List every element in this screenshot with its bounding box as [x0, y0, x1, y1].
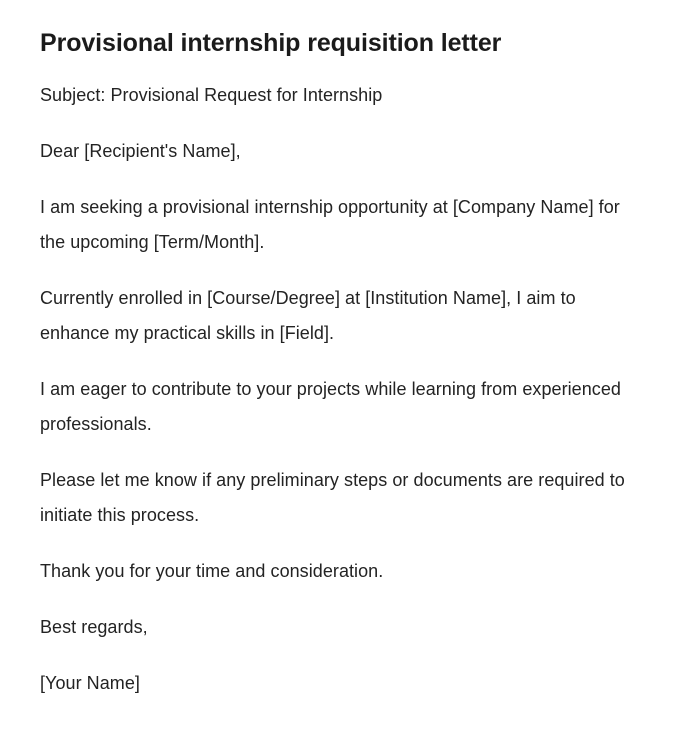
paragraph-next-steps: Please let me know if any preliminary steps or documents are required to initiate this process. [40, 470, 625, 525]
paragraph-signature: [Your Name] [40, 673, 140, 693]
paragraph-closing: Best regards, [40, 617, 148, 637]
page-title: Provisional internship requisition letter [40, 29, 502, 57]
paragraph-motivation: I am eager to contribute to your projects while learning from experienced professionals. [40, 379, 621, 434]
letter-body [40, 78, 635, 701]
paragraph-thanks: Thank you for your time and consideration. [40, 561, 384, 581]
paragraph-background: Currently enrolled in [Course/Degree] at [Institution Name], I aim to enhance my practical skills in [Field]. [40, 288, 576, 343]
paragraph-intent: I am seeking a provisional internship opportunity at [Company Name] for the upcoming [Term/Month]. [40, 197, 620, 252]
paragraph-salutation: Dear [Recipient's Name], [40, 141, 241, 161]
paragraph-subject-line: Subject: Provisional Request for Internship [40, 85, 383, 105]
